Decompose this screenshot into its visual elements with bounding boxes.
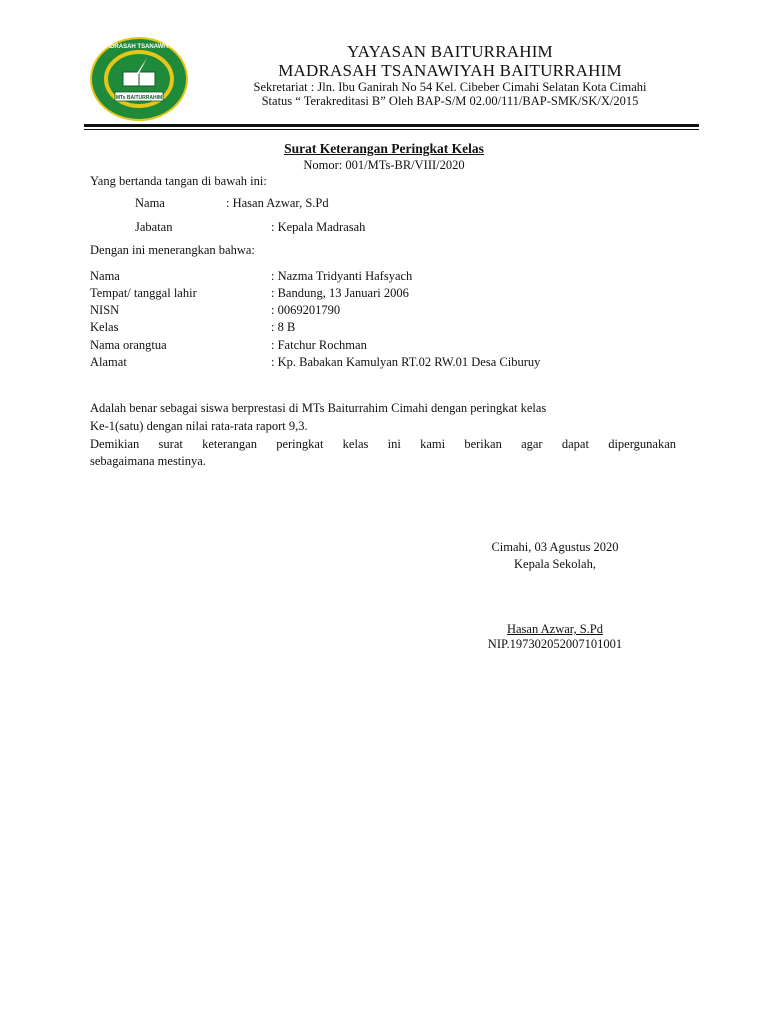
signer-position-label: Jabatan bbox=[135, 220, 173, 234]
signer-position-value: : Kepala Madrasah bbox=[271, 220, 366, 234]
body-line-1: Adalah benar sebagai siswa berprestasi di MTs Baiturrahim Cimahi dengan peringkat kelas bbox=[90, 401, 547, 415]
student-value: : Bandung, 13 Januari 2006 bbox=[271, 286, 409, 300]
header-rule-thick bbox=[84, 124, 699, 127]
logo-ring-text-top: MADRASAH TSANAWIYAH bbox=[100, 44, 178, 50]
statement-intro: Dengan ini menerangkan bahwa: bbox=[90, 243, 255, 257]
signature-place-date: Cimahi, 03 Agustus 2020 bbox=[491, 540, 619, 554]
student-value: : 8 B bbox=[271, 320, 296, 334]
school-name: MADRASAH TSANAWIYAH BAITURRAHIM bbox=[278, 61, 622, 80]
student-label: Nama orangtua bbox=[90, 338, 167, 352]
student-value: : Nazma Tridyanti Hafsyach bbox=[271, 269, 413, 283]
accreditation-status: Status “ Terakreditasi B” Oleh BAP-S/M 02.00/111/BAP-SMK/SK/X/2015 bbox=[261, 94, 639, 108]
signature-name: Hasan Azwar, S.Pd bbox=[506, 622, 603, 636]
student-label: Tempat/ tanggal lahir bbox=[90, 286, 197, 300]
signature-nip: NIP.197302052007101001 bbox=[487, 637, 623, 651]
student-label: Nama bbox=[90, 269, 120, 283]
body-line-2: Ke-1(satu) dengan nilai rata-rata raport 9,3. bbox=[90, 419, 308, 433]
student-label: Alamat bbox=[90, 355, 127, 369]
student-label: NISN bbox=[90, 303, 120, 317]
intro-text: Yang bertanda tangan di bawah ini: bbox=[90, 174, 267, 188]
signature-position: Kepala Sekolah, bbox=[514, 557, 596, 571]
logo-ring-text-bottom: MTs BAITURRAHIM bbox=[115, 95, 163, 101]
foundation-name: YAYASAN BAITURRAHIM bbox=[347, 42, 553, 61]
closing-line-1: Demikian surat keterangan peringkat kelas ini kami berikan agar dapat dipergunakan bbox=[90, 437, 676, 451]
student-value: : Fatchur Rochman bbox=[271, 338, 367, 352]
school-address: Sekretariat : Jln. Ibu Ganirah No 54 Kel. Cibeber Cimahi Selatan Kota Cimahi bbox=[253, 80, 647, 94]
header-rule-thin bbox=[84, 129, 699, 130]
letter-title: Surat Keterangan Peringkat Kelas bbox=[284, 141, 484, 156]
signer-name-value: : Hasan Azwar, S.Pd bbox=[226, 196, 329, 210]
school-logo-emblem bbox=[89, 36, 189, 122]
student-label: Kelas bbox=[90, 320, 119, 334]
signer-name-label: Nama bbox=[135, 196, 165, 210]
student-value: : 0069201790 bbox=[271, 303, 341, 317]
letter-number: Nomor: 001/MTs-BR/VIII/2020 bbox=[303, 158, 465, 172]
closing-line-2: sebagaimana mestinya. bbox=[90, 454, 206, 468]
student-value: : Kp. Babakan Kamulyan RT.02 RW.01 Desa Ciburuy bbox=[271, 355, 541, 369]
